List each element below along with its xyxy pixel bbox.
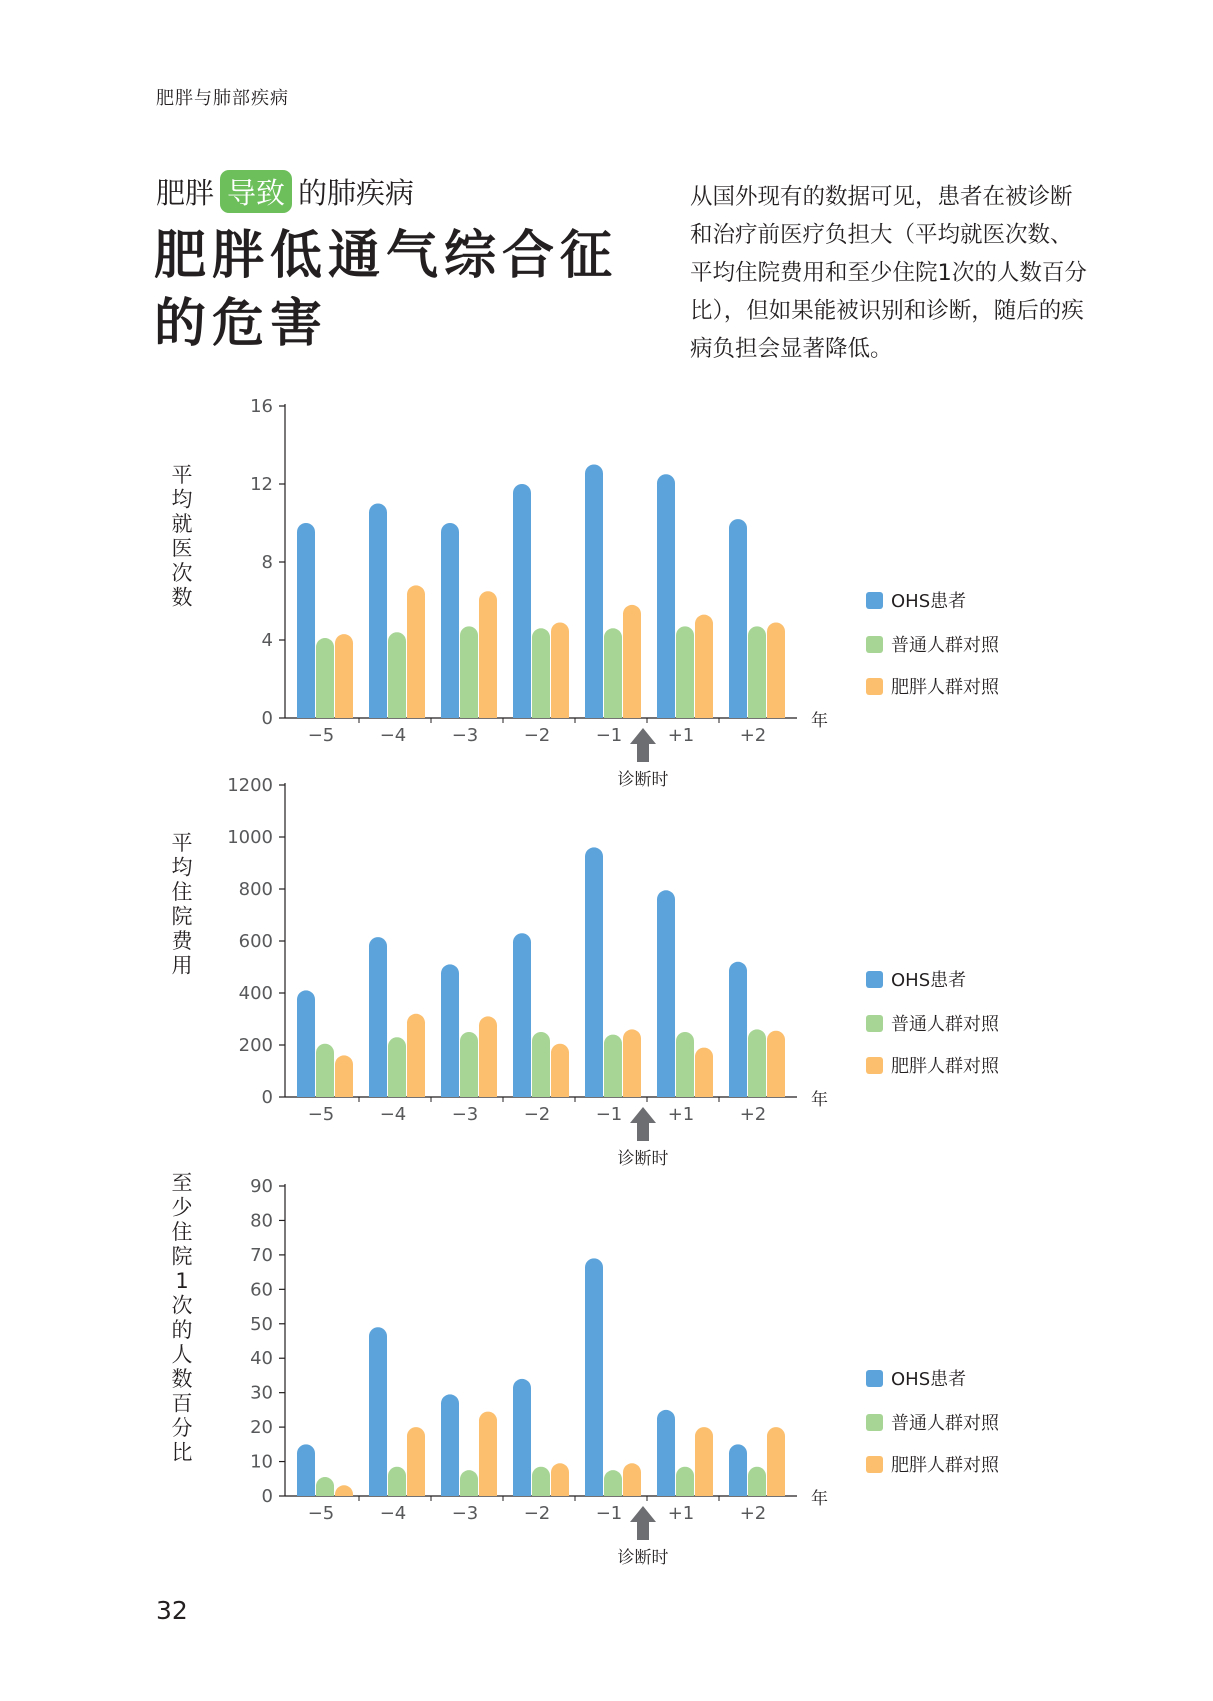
legend-swatch bbox=[866, 1414, 883, 1431]
x-tick-label: +1 bbox=[667, 1503, 695, 1524]
chart-hospitalized-percent bbox=[0, 1160, 1213, 1580]
x-tick-label: +2 bbox=[739, 1104, 767, 1125]
y-tick-label: 70 bbox=[250, 1244, 273, 1266]
y-tick-label: 1000 bbox=[227, 827, 273, 848]
legend-swatch bbox=[866, 678, 883, 695]
legend-swatch bbox=[866, 636, 883, 653]
bar bbox=[335, 1485, 353, 1496]
bar bbox=[297, 523, 315, 718]
bar bbox=[316, 1477, 334, 1496]
bar bbox=[407, 585, 425, 718]
legend-label: OHS患者 bbox=[891, 1369, 967, 1390]
legend-label: 肥胖人群对照 bbox=[891, 1056, 999, 1077]
x-tick-label: +1 bbox=[667, 725, 695, 746]
y-tick-label: 16 bbox=[250, 396, 273, 417]
y-axis-label-char: 费 bbox=[171, 929, 193, 953]
bar bbox=[695, 1427, 713, 1496]
x-tick-label: −5 bbox=[307, 725, 335, 746]
y-tick-label: 20 bbox=[250, 1417, 273, 1439]
subtitle-post: 的肺疾病 bbox=[298, 176, 415, 210]
y-axis-label-char: 次 bbox=[171, 1293, 193, 1318]
y-axis-label-char: 院 bbox=[171, 904, 193, 929]
y-tick-label: 90 bbox=[250, 1176, 273, 1197]
bar bbox=[676, 626, 694, 718]
y-tick-label: 0 bbox=[261, 1087, 273, 1108]
legend-label: 肥胖人群对照 bbox=[891, 1455, 999, 1476]
x-tick-label: −2 bbox=[523, 1503, 551, 1524]
bar bbox=[316, 638, 334, 718]
y-tick-label: 1200 bbox=[227, 775, 273, 796]
y-axis-label-char: 住 bbox=[171, 1220, 193, 1244]
y-axis-label-char: 1 bbox=[175, 1269, 189, 1293]
bar bbox=[388, 1037, 406, 1097]
y-tick-label: 600 bbox=[238, 931, 273, 952]
y-tick-label: 4 bbox=[261, 630, 273, 651]
y-axis-label-char: 的 bbox=[171, 1318, 193, 1342]
bar bbox=[388, 632, 406, 718]
diagnosis-label: 诊断时 bbox=[617, 1149, 669, 1169]
x-tick-label: −3 bbox=[451, 1503, 479, 1524]
bar bbox=[297, 990, 315, 1097]
bar bbox=[460, 1470, 478, 1496]
y-tick-label: 10 bbox=[250, 1451, 273, 1473]
x-tick-label: −2 bbox=[523, 725, 551, 746]
running-header: 肥胖与肺部疾病 bbox=[156, 88, 289, 109]
y-axis-label-char: 数 bbox=[171, 585, 193, 610]
y-axis-label-char: 比 bbox=[171, 1440, 193, 1465]
bar bbox=[604, 628, 622, 718]
legend-swatch bbox=[866, 1015, 883, 1032]
bar bbox=[695, 615, 713, 718]
x-axis-unit: 年 bbox=[811, 1489, 828, 1509]
chart-hospital-cost bbox=[0, 770, 1213, 1169]
bar bbox=[479, 1016, 497, 1097]
bar bbox=[551, 1044, 569, 1097]
x-tick-label: −4 bbox=[379, 725, 407, 746]
bar bbox=[767, 1427, 785, 1496]
x-tick-label: +1 bbox=[667, 1104, 695, 1125]
bar bbox=[407, 1014, 425, 1097]
x-tick-label: +2 bbox=[739, 725, 767, 746]
bar bbox=[479, 591, 497, 718]
bar bbox=[441, 523, 459, 718]
y-axis-label-char: 少 bbox=[171, 1195, 193, 1220]
bar bbox=[441, 964, 459, 1097]
legend-swatch bbox=[866, 592, 883, 609]
bar bbox=[513, 1379, 531, 1496]
diagnosis-arrow-icon bbox=[630, 1107, 656, 1141]
bar bbox=[532, 1032, 550, 1097]
bar bbox=[585, 1258, 603, 1496]
legend-swatch bbox=[866, 1370, 883, 1387]
y-tick-label: 40 bbox=[250, 1348, 273, 1370]
bar bbox=[729, 962, 747, 1097]
legend-swatch bbox=[866, 971, 883, 988]
y-axis-label-char: 次 bbox=[171, 561, 193, 585]
bar bbox=[676, 1467, 694, 1496]
bar bbox=[657, 1410, 675, 1496]
bar bbox=[767, 1031, 785, 1097]
y-axis-label-char: 分 bbox=[171, 1416, 193, 1440]
x-tick-label: +2 bbox=[739, 1503, 767, 1524]
bar bbox=[297, 1444, 315, 1496]
title-line-2: 的危害 bbox=[154, 294, 329, 354]
bar bbox=[767, 622, 785, 718]
legend-label: 普通人群对照 bbox=[891, 635, 999, 656]
bar bbox=[623, 1029, 641, 1097]
x-tick-label: −3 bbox=[451, 1104, 479, 1125]
legend-label: OHS患者 bbox=[891, 970, 967, 991]
y-axis-label-char: 人 bbox=[171, 1342, 193, 1367]
subtitle-badge: 导致 bbox=[220, 170, 292, 213]
y-tick-label: 0 bbox=[261, 708, 273, 729]
y-tick-label: 400 bbox=[238, 983, 273, 1004]
page-number: 32 bbox=[156, 1596, 188, 1625]
y-axis-label-char: 平 bbox=[171, 463, 193, 487]
bar bbox=[748, 1467, 766, 1496]
x-tick-label: −4 bbox=[379, 1104, 407, 1125]
legend-label: 肥胖人群对照 bbox=[891, 677, 999, 698]
x-tick-label: −3 bbox=[451, 725, 479, 746]
diagnosis-arrow-icon bbox=[630, 1506, 656, 1540]
bar bbox=[441, 1394, 459, 1496]
x-axis-unit: 年 bbox=[811, 711, 828, 731]
y-axis-label-char: 医 bbox=[171, 536, 193, 561]
bar bbox=[532, 628, 550, 718]
bar bbox=[335, 1055, 353, 1097]
bar bbox=[407, 1427, 425, 1496]
y-tick-label: 0 bbox=[261, 1486, 273, 1507]
bar bbox=[460, 626, 478, 718]
legend-label: OHS患者 bbox=[891, 591, 967, 612]
section-subtitle bbox=[156, 170, 414, 213]
y-axis-label-char: 住 bbox=[171, 880, 193, 904]
bar bbox=[623, 605, 641, 718]
bar bbox=[585, 847, 603, 1097]
x-tick-label: −1 bbox=[595, 725, 623, 746]
bar bbox=[513, 933, 531, 1097]
diagnosis-label: 诊断时 bbox=[617, 1548, 669, 1568]
bar bbox=[551, 1463, 569, 1496]
y-axis-label-char: 均 bbox=[171, 487, 193, 512]
bar bbox=[623, 1463, 641, 1496]
y-axis-label-char: 平 bbox=[171, 831, 193, 855]
bar bbox=[369, 937, 387, 1097]
x-axis-unit: 年 bbox=[811, 1090, 828, 1110]
bar bbox=[657, 890, 675, 1097]
y-tick-label: 200 bbox=[238, 1035, 273, 1056]
legend-swatch bbox=[866, 1456, 883, 1473]
y-tick-label: 30 bbox=[250, 1382, 273, 1404]
bar bbox=[604, 1470, 622, 1496]
x-tick-label: −5 bbox=[307, 1104, 335, 1125]
x-tick-label: −1 bbox=[595, 1104, 623, 1125]
y-axis-label-char: 均 bbox=[171, 855, 193, 880]
bar bbox=[369, 504, 387, 719]
y-tick-label: 8 bbox=[261, 552, 273, 573]
bar bbox=[729, 1444, 747, 1496]
legend-swatch bbox=[866, 1057, 883, 1074]
bar bbox=[676, 1032, 694, 1097]
page-title bbox=[154, 222, 618, 358]
bar bbox=[695, 1048, 713, 1097]
y-tick-label: 12 bbox=[250, 474, 273, 495]
bar bbox=[532, 1467, 550, 1496]
diagnosis-label: 诊断时 bbox=[617, 770, 669, 790]
y-axis-label-char: 院 bbox=[171, 1244, 193, 1269]
bar bbox=[604, 1035, 622, 1097]
bar bbox=[729, 519, 747, 718]
y-axis-label-char: 数 bbox=[171, 1367, 193, 1391]
bar bbox=[551, 622, 569, 718]
y-tick-label: 50 bbox=[250, 1313, 273, 1335]
subtitle-pre: 肥胖 bbox=[156, 176, 215, 210]
legend-label: 普通人群对照 bbox=[891, 1014, 999, 1035]
bar bbox=[657, 474, 675, 718]
intro-paragraph: 从国外现有的数据可见，患者在被诊断和治疗前医疗负担大（平均就医次数、平均住院费用和至少住院1次的人数百分比），但如果能被识别和诊断，随后的疾病负担会显著降低。 bbox=[690, 184, 1087, 362]
diagnosis-arrow-icon bbox=[630, 728, 656, 762]
y-axis-label-char: 就 bbox=[171, 512, 193, 536]
x-tick-label: −4 bbox=[379, 1503, 407, 1524]
bar bbox=[388, 1467, 406, 1496]
bar bbox=[748, 1029, 766, 1097]
y-axis-label-char: 百 bbox=[171, 1391, 193, 1416]
bar bbox=[369, 1327, 387, 1496]
x-tick-label: −2 bbox=[523, 1104, 551, 1125]
title-line-1: 肥胖低通气综合征 bbox=[154, 226, 619, 286]
y-axis-label-char: 至 bbox=[171, 1171, 193, 1195]
y-tick-label: 60 bbox=[250, 1279, 273, 1301]
bar bbox=[513, 484, 531, 718]
bar bbox=[479, 1412, 497, 1496]
bar bbox=[460, 1032, 478, 1097]
bar bbox=[585, 465, 603, 719]
legend-label: 普通人群对照 bbox=[891, 1413, 999, 1434]
bar bbox=[316, 1044, 334, 1097]
bar bbox=[335, 634, 353, 718]
y-axis-label-char: 用 bbox=[171, 953, 193, 978]
y-tick-label: 800 bbox=[238, 879, 273, 900]
x-tick-label: −1 bbox=[595, 1503, 623, 1524]
bar bbox=[748, 626, 766, 718]
y-tick-label: 80 bbox=[250, 1210, 273, 1232]
x-tick-label: −5 bbox=[307, 1503, 335, 1524]
